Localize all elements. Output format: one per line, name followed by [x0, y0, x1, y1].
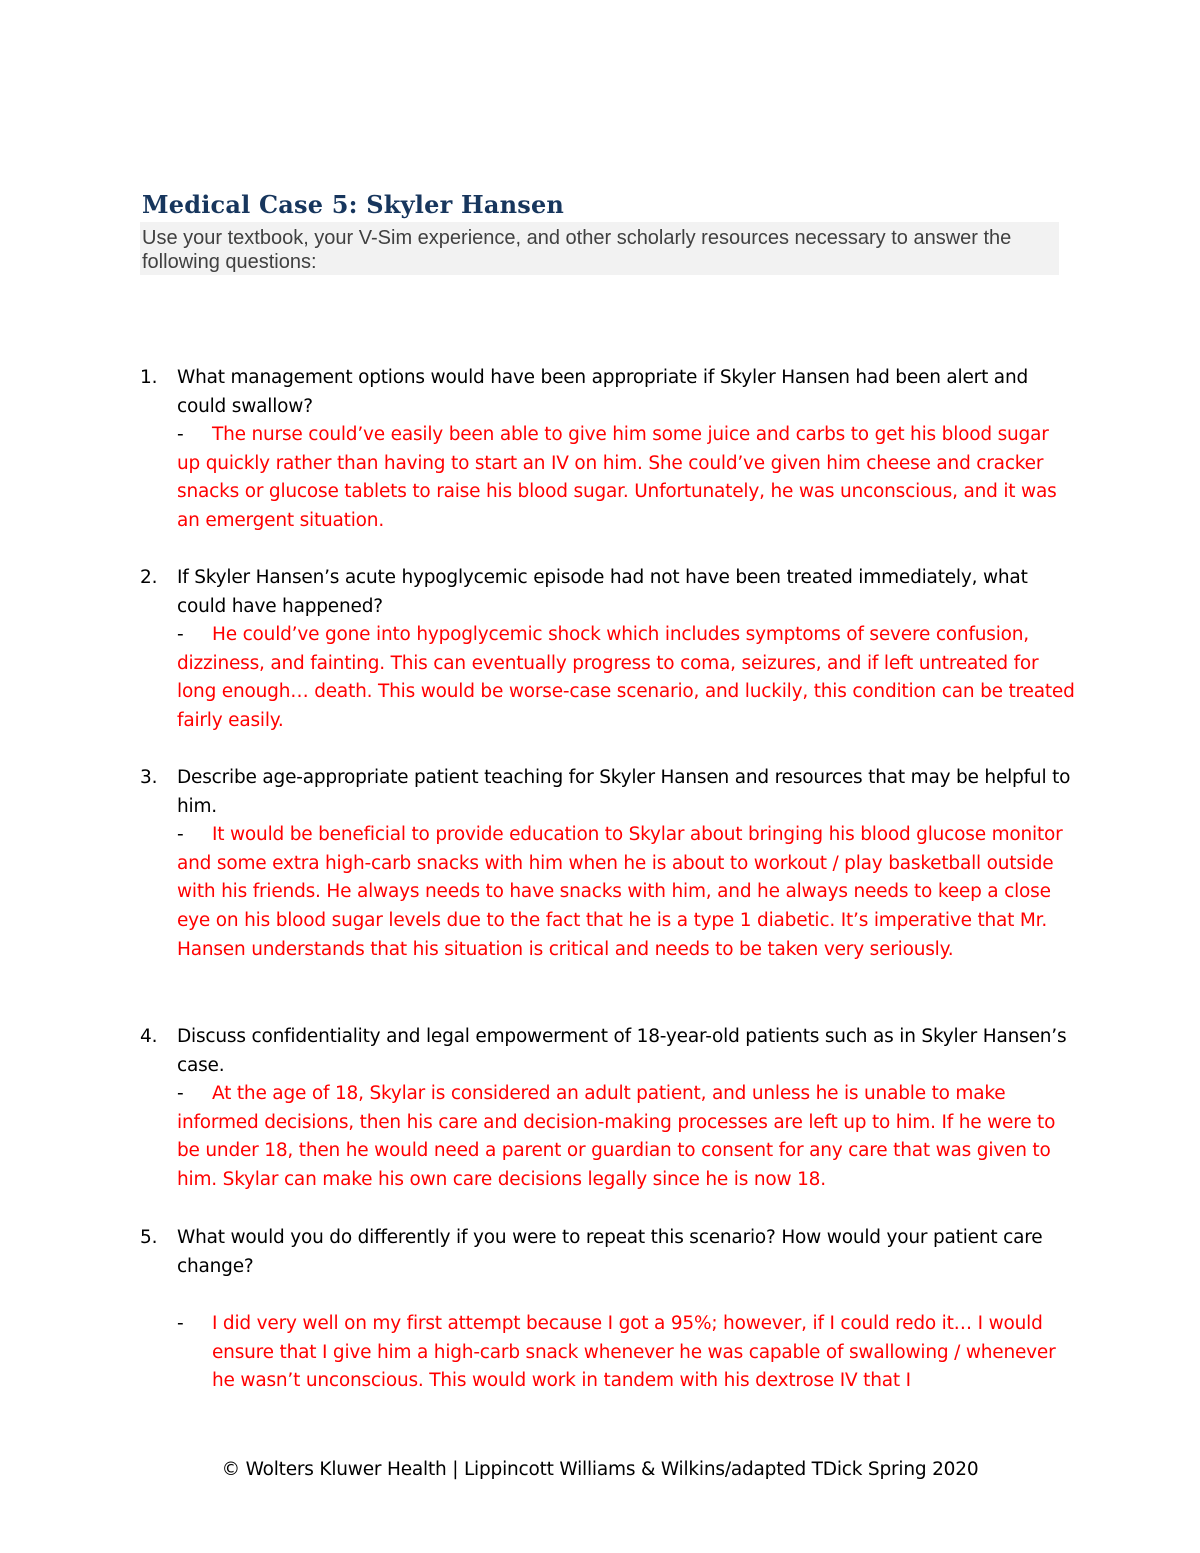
- question-text: What would you do differently if you were to repeat this scenario? How would your patient care change?: [177, 1227, 1043, 1277]
- answer-dash: -: [177, 624, 184, 645]
- answer-dash: -: [177, 424, 184, 445]
- question-number: 3.: [140, 767, 158, 788]
- answer-dash: -: [177, 824, 184, 845]
- question-number: 1.: [140, 367, 158, 388]
- page-title: Medical Case 5: Skyler Hansen: [142, 190, 565, 219]
- question-number: 4.: [140, 1026, 158, 1047]
- answer-block: [177, 621, 1077, 736]
- answer-text: The nurse could’ve easily been able to give him some juice and carbs to get his blood sugar up quickly rather than having to start an IV on him. She could’ve given him cheese and cracker snacks or glucose tablets to raise his blood sugar. Unfortunately, he was unconscious, and it was an emergent situation.: [177, 424, 1057, 532]
- answer-text: At the age of 18, Skylar is considered an adult patient, and unless he is unable to make informed decisions, then his care and decision-making processes are left up to him. If he were to be under 18, then he would need a parent or guardian to consent for any care that was given to him. Skylar can make his own care decisions legally since he is now 18.: [177, 1083, 1056, 1191]
- answer-text: He could’ve gone into hypoglycemic shock which includes symptoms of severe confusion, dizziness, and fainting. This can eventually progress to coma, seizures, and if left untreated for long enough… death. This would be worse-case scenario, and luckily, this condition can be treated fairly easily.: [177, 624, 1075, 732]
- answer-block: [177, 1080, 1077, 1195]
- answer-block: [177, 421, 1077, 536]
- page-footer: © Wolters Kluwer Health | Lippincott Williams & Wilkins/adapted TDick Spring 2020: [221, 1459, 979, 1480]
- answer-dash: -: [177, 1313, 184, 1334]
- answer-text: I did very well on my first attempt because I got a 95%; however, if I could redo it… I would ensure that I give him a high-carb snack whenever he was capable of swallowing / whenever he wasn’t unconscious. This would work in tandem with his dextrose IV that I: [212, 1313, 1056, 1392]
- answer-dash: -: [177, 1083, 184, 1104]
- instructions-text: Use your textbook, your V-Sim experience, and other scholarly resources necessary to answer the following questions:: [142, 227, 1012, 273]
- question-number: 2.: [140, 567, 158, 588]
- question-text: Describe age-appropriate patient teaching for Skyler Hansen and resources that may be helpful to him.: [177, 767, 1071, 817]
- question-text: Discuss confidentiality and legal empowerment of 18-year-old patients such as in Skyler Hansen’s case.: [177, 1026, 1067, 1076]
- question-number: 5.: [140, 1227, 158, 1248]
- question-text: What management options would have been appropriate if Skyler Hansen had been alert and could swallow?: [177, 367, 1029, 417]
- question-text: If Skyler Hansen’s acute hypoglycemic episode had not have been treated immediately, what could have happened?: [177, 567, 1028, 617]
- answer-block: [177, 821, 1077, 965]
- answer-text: It would be beneficial to provide education to Skylar about bringing his blood glucose monitor and some extra high-carb snacks with him when he is about to workout / play basketball outside with his friends. He always needs to have snacks with him, and he always needs to keep a close eye on his blood sugar levels due to the fact that he is a type 1 diabetic. It’s imperative that Mr. Hansen understands that his situation is critical and needs to be taken very seriously.: [177, 824, 1063, 960]
